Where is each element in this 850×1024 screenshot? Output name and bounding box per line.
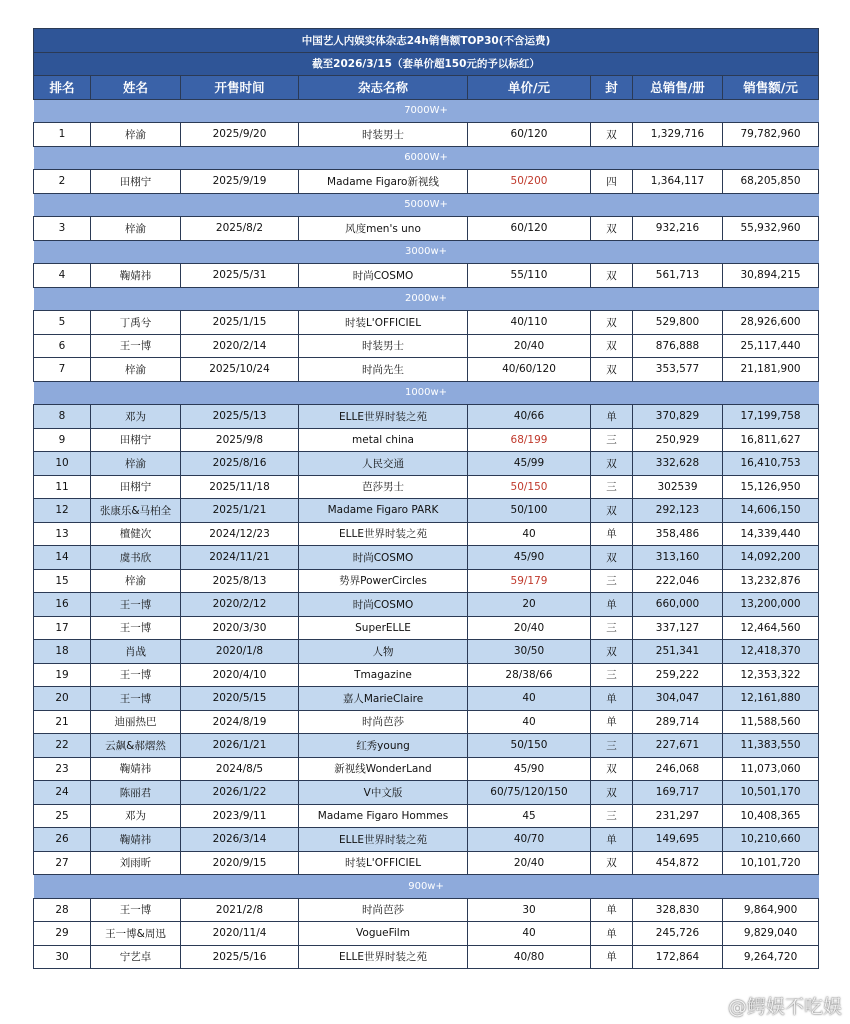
cell-name: 梓渝 [91,569,181,593]
cell-revenue: 9,829,040 [723,922,819,946]
cell-magazine: Madame Figaro Hommes [299,804,468,828]
cell-cover: 双 [591,851,633,875]
cell-cover: 双 [591,757,633,781]
cell-price: 55/110 [468,264,591,288]
cell-date: 2020/3/30 [181,616,299,640]
cell-rank: 20 [34,687,91,711]
cell-cover: 双 [591,123,633,147]
cell-price: 60/120 [468,217,591,241]
group-label: 1000w+ [34,381,819,405]
cell-magazine: metal china [299,428,468,452]
cell-price: 20/40 [468,616,591,640]
cell-rank: 11 [34,475,91,499]
cell-rank: 12 [34,499,91,523]
cell-cover: 单 [591,593,633,617]
group-row [34,875,819,899]
cell-price: 50/100 [468,499,591,523]
cell-total: 304,047 [633,687,723,711]
table-row [34,358,819,382]
table-row [34,616,819,640]
cell-revenue: 13,200,000 [723,593,819,617]
cell-price: 30 [468,898,591,922]
cell-price: 30/50 [468,640,591,664]
cell-date: 2025/10/24 [181,358,299,382]
cell-date: 2021/2/8 [181,898,299,922]
cell-magazine: 势界PowerCircles [299,569,468,593]
cell-revenue: 10,101,720 [723,851,819,875]
cell-magazine: V中文版 [299,781,468,805]
cell-cover: 双 [591,334,633,358]
cell-total: 251,341 [633,640,723,664]
cell-price: 60/75/120/150 [468,781,591,805]
group-label: 2000w+ [34,287,819,311]
cell-name: 王一博 [91,334,181,358]
cell-total: 246,068 [633,757,723,781]
cell-rank: 1 [34,123,91,147]
header-row [34,76,819,100]
table-row [34,710,819,734]
cell-rank: 18 [34,640,91,664]
cell-date: 2020/2/14 [181,334,299,358]
cell-cover: 单 [591,828,633,852]
cell-price: 40/70 [468,828,591,852]
cell-date: 2024/8/5 [181,757,299,781]
cell-date: 2025/11/18 [181,475,299,499]
table-row [34,569,819,593]
header-date: 开售时间 [181,76,299,100]
cell-magazine: 时装男士 [299,123,468,147]
cell-price: 40 [468,522,591,546]
cell-cover: 单 [591,945,633,969]
group-row [34,287,819,311]
cell-cover: 三 [591,804,633,828]
cell-rank: 16 [34,593,91,617]
cell-rank: 26 [34,828,91,852]
group-label: 900w+ [34,875,819,899]
cell-magazine: 时尚芭莎 [299,710,468,734]
cell-revenue: 79,782,960 [723,123,819,147]
cell-rank: 28 [34,898,91,922]
cell-total: 259,222 [633,663,723,687]
cell-magazine: ELLE世界时装之苑 [299,828,468,852]
cell-cover: 三 [591,616,633,640]
cell-rank: 30 [34,945,91,969]
cell-total: 337,127 [633,616,723,640]
table-row [34,170,819,194]
cell-price: 40/60/120 [468,358,591,382]
cell-rank: 27 [34,851,91,875]
cell-rank: 5 [34,311,91,335]
cell-date: 2026/3/14 [181,828,299,852]
cell-cover: 三 [591,569,633,593]
cell-cover: 双 [591,546,633,570]
cell-date: 2024/8/19 [181,710,299,734]
cell-total: 561,713 [633,264,723,288]
table-row [34,428,819,452]
cell-name: 梓渝 [91,123,181,147]
group-label: 6000W+ [34,146,819,170]
cell-date: 2020/9/15 [181,851,299,875]
cell-cover: 三 [591,734,633,758]
cell-price: 40/110 [468,311,591,335]
cell-total: 1,329,716 [633,123,723,147]
cell-magazine: 时装L'OFFICIEL [299,851,468,875]
group-row [34,381,819,405]
cell-rank: 15 [34,569,91,593]
cell-rank: 17 [34,616,91,640]
cell-magazine: 红秀young [299,734,468,758]
cell-rank: 2 [34,170,91,194]
table-row [34,734,819,758]
table-row [34,828,819,852]
cell-name: 陈丽君 [91,781,181,805]
table-row [34,781,819,805]
cell-revenue: 10,210,660 [723,828,819,852]
cell-magazine: 人物 [299,640,468,664]
cell-revenue: 11,383,550 [723,734,819,758]
cell-revenue: 25,117,440 [723,334,819,358]
cell-rank: 24 [34,781,91,805]
cell-rank: 8 [34,405,91,429]
cell-revenue: 14,339,440 [723,522,819,546]
cell-cover: 三 [591,428,633,452]
cell-magazine: 时尚COSMO [299,593,468,617]
cell-total: 454,872 [633,851,723,875]
cell-price: 50/150 [468,475,591,499]
table-row [34,593,819,617]
header-name: 姓名 [91,76,181,100]
sales-ranking-table [33,28,819,969]
cell-cover: 双 [591,311,633,335]
cell-cover: 单 [591,687,633,711]
cell-price: 60/120 [468,123,591,147]
cell-revenue: 12,161,880 [723,687,819,711]
cell-date: 2025/5/31 [181,264,299,288]
table-row [34,945,819,969]
cell-date: 2025/9/19 [181,170,299,194]
cell-cover: 双 [591,358,633,382]
table-row [34,311,819,335]
cell-cover: 单 [591,898,633,922]
cell-rank: 29 [34,922,91,946]
cell-date: 2023/9/11 [181,804,299,828]
cell-name: 王一博 [91,898,181,922]
cell-date: 2025/8/2 [181,217,299,241]
cell-date: 2024/11/21 [181,546,299,570]
cell-name: 丁禹兮 [91,311,181,335]
cell-price: 40/66 [468,405,591,429]
cell-revenue: 17,199,758 [723,405,819,429]
cell-price: 45/90 [468,757,591,781]
cell-magazine: 时尚COSMO [299,264,468,288]
cell-price: 45 [468,804,591,828]
cell-cover: 双 [591,217,633,241]
table-row [34,123,819,147]
cell-cover: 双 [591,452,633,476]
table-row [34,334,819,358]
group-row [34,99,819,123]
cell-cover: 双 [591,499,633,523]
cell-magazine: 新视线WonderLand [299,757,468,781]
cell-total: 169,717 [633,781,723,805]
header-rank: 排名 [34,76,91,100]
table-row [34,851,819,875]
cell-revenue: 11,073,060 [723,757,819,781]
cell-magazine: Madame Figaro新视线 [299,170,468,194]
cell-price: 28/38/66 [468,663,591,687]
table-title: 中国艺人内娱实体杂志24h销售额TOP30(不含运费) [34,29,819,53]
table-row [34,405,819,429]
table-row [34,217,819,241]
table-row [34,687,819,711]
cell-magazine: 芭莎男士 [299,475,468,499]
cell-total: 250,929 [633,428,723,452]
cell-name: 檀健次 [91,522,181,546]
cell-revenue: 14,092,200 [723,546,819,570]
cell-rank: 9 [34,428,91,452]
table-row [34,264,819,288]
cell-total: 932,216 [633,217,723,241]
table-row [34,640,819,664]
cell-price: 40 [468,687,591,711]
cell-revenue: 12,464,560 [723,616,819,640]
group-label: 7000W+ [34,99,819,123]
group-label: 5000W+ [34,193,819,217]
cell-cover: 单 [591,522,633,546]
cell-rank: 19 [34,663,91,687]
cell-magazine: ELLE世界时装之苑 [299,405,468,429]
table-row [34,522,819,546]
cell-name: 田栩宁 [91,170,181,194]
cell-name: 虞书欣 [91,546,181,570]
cell-date: 2025/9/20 [181,123,299,147]
cell-total: 302539 [633,475,723,499]
header-magazine: 杂志名称 [299,76,468,100]
group-row [34,240,819,264]
cell-cover: 单 [591,922,633,946]
cell-date: 2024/12/23 [181,522,299,546]
cell-magazine: 时尚芭莎 [299,898,468,922]
cell-name: 邓为 [91,804,181,828]
cell-rank: 13 [34,522,91,546]
cell-date: 2026/1/22 [181,781,299,805]
cell-total: 353,577 [633,358,723,382]
header-total: 总销售/册 [633,76,723,100]
cell-name: 肖战 [91,640,181,664]
cell-revenue: 16,811,627 [723,428,819,452]
cell-revenue: 16,410,753 [723,452,819,476]
cell-magazine: 时装L'OFFICIEL [299,311,468,335]
watermark: @鳄娱不吃娱 [727,996,842,1018]
cell-date: 2020/11/4 [181,922,299,946]
cell-cover: 双 [591,781,633,805]
cell-cover: 单 [591,405,633,429]
cell-name: 梓渝 [91,452,181,476]
cell-date: 2025/8/16 [181,452,299,476]
cell-date: 2025/9/8 [181,428,299,452]
cell-rank: 10 [34,452,91,476]
cell-name: 梓渝 [91,358,181,382]
cell-cover: 三 [591,663,633,687]
cell-magazine: Madame Figaro PARK [299,499,468,523]
cell-date: 2025/5/16 [181,945,299,969]
cell-cover: 双 [591,640,633,664]
cell-magazine: 时尚先生 [299,358,468,382]
cell-date: 2025/5/13 [181,405,299,429]
cell-revenue: 55,932,960 [723,217,819,241]
cell-total: 149,695 [633,828,723,852]
cell-price: 50/200 [468,170,591,194]
cell-cover: 四 [591,170,633,194]
header-price: 单价/元 [468,76,591,100]
cell-date: 2020/2/12 [181,593,299,617]
cell-cover: 三 [591,475,633,499]
cell-total: 529,800 [633,311,723,335]
cell-name: 鞠婧祎 [91,757,181,781]
cell-magazine: 时装男士 [299,334,468,358]
group-label: 3000w+ [34,240,819,264]
cell-price: 45/90 [468,546,591,570]
cell-price: 20 [468,593,591,617]
cell-magazine: SuperELLE [299,616,468,640]
cell-total: 1,364,117 [633,170,723,194]
cell-revenue: 21,181,900 [723,358,819,382]
cell-magazine: 风度men's uno [299,217,468,241]
cell-name: 梓渝 [91,217,181,241]
cell-magazine: VogueFilm [299,922,468,946]
cell-name: 王一博 [91,687,181,711]
cell-total: 876,888 [633,334,723,358]
table-row [34,757,819,781]
group-row [34,146,819,170]
cell-revenue: 12,353,322 [723,663,819,687]
group-row [34,193,819,217]
cell-magazine: 人民交通 [299,452,468,476]
cell-rank: 22 [34,734,91,758]
cell-name: 王一博 [91,663,181,687]
cell-name: 鞠婧祎 [91,264,181,288]
cell-revenue: 9,864,900 [723,898,819,922]
cell-total: 231,297 [633,804,723,828]
cell-name: 迪丽热巴 [91,710,181,734]
cell-total: 245,726 [633,922,723,946]
cell-cover: 单 [591,710,633,734]
cell-price: 50/150 [468,734,591,758]
table-row [34,663,819,687]
cell-total: 370,829 [633,405,723,429]
table-row [34,922,819,946]
table-row [34,898,819,922]
cell-revenue: 30,894,215 [723,264,819,288]
cell-total: 660,000 [633,593,723,617]
cell-date: 2020/4/10 [181,663,299,687]
cell-rank: 23 [34,757,91,781]
cell-magazine: 时尚COSMO [299,546,468,570]
cell-total: 172,864 [633,945,723,969]
table-row [34,499,819,523]
table-row [34,475,819,499]
cell-name: 鞠婧祎 [91,828,181,852]
cell-total: 332,628 [633,452,723,476]
table-row [34,546,819,570]
cell-revenue: 28,926,600 [723,311,819,335]
cell-total: 292,123 [633,499,723,523]
cell-magazine: Tmagazine [299,663,468,687]
cell-rank: 7 [34,358,91,382]
cell-name: 田栩宁 [91,475,181,499]
cell-rank: 6 [34,334,91,358]
cell-date: 2025/8/13 [181,569,299,593]
cell-name: 宁艺卓 [91,945,181,969]
cell-rank: 3 [34,217,91,241]
cell-revenue: 68,205,850 [723,170,819,194]
cell-price: 45/99 [468,452,591,476]
cell-revenue: 9,264,720 [723,945,819,969]
cell-date: 2020/1/8 [181,640,299,664]
cell-magazine: ELLE世界时装之苑 [299,945,468,969]
cell-rank: 14 [34,546,91,570]
cell-rank: 21 [34,710,91,734]
cell-date: 2025/1/21 [181,499,299,523]
cell-name: 田栩宁 [91,428,181,452]
cell-revenue: 14,606,150 [723,499,819,523]
cell-name: 王一博 [91,593,181,617]
cell-rank: 25 [34,804,91,828]
cell-total: 227,671 [633,734,723,758]
cell-total: 358,486 [633,522,723,546]
table-subtitle: 截至2026/3/15（套单价超150元的予以标红） [34,52,819,76]
cell-name: 邓为 [91,405,181,429]
header-revenue: 销售额/元 [723,76,819,100]
cell-price: 40 [468,922,591,946]
cell-price: 40 [468,710,591,734]
cell-revenue: 12,418,370 [723,640,819,664]
cell-magazine: 嘉人MarieClaire [299,687,468,711]
cell-revenue: 13,232,876 [723,569,819,593]
cell-price: 40/80 [468,945,591,969]
table-row [34,804,819,828]
cell-price: 59/179 [468,569,591,593]
header-cover: 封 [591,76,633,100]
cell-total: 313,160 [633,546,723,570]
cell-name: 王一博&周迅 [91,922,181,946]
cell-date: 2025/1/15 [181,311,299,335]
cell-revenue: 15,126,950 [723,475,819,499]
cell-date: 2020/5/15 [181,687,299,711]
table-row [34,452,819,476]
cell-price: 20/40 [468,851,591,875]
cell-price: 68/199 [468,428,591,452]
cell-revenue: 10,501,170 [723,781,819,805]
cell-date: 2026/1/21 [181,734,299,758]
cell-cover: 双 [591,264,633,288]
cell-price: 20/40 [468,334,591,358]
cell-total: 328,830 [633,898,723,922]
cell-total: 222,046 [633,569,723,593]
cell-name: 刘雨昕 [91,851,181,875]
cell-total: 289,714 [633,710,723,734]
cell-revenue: 10,408,365 [723,804,819,828]
cell-rank: 4 [34,264,91,288]
cell-magazine: ELLE世界时装之苑 [299,522,468,546]
cell-name: 云飙&郝熠然 [91,734,181,758]
cell-name: 张康乐&马柏全 [91,499,181,523]
cell-name: 王一博 [91,616,181,640]
cell-revenue: 11,588,560 [723,710,819,734]
